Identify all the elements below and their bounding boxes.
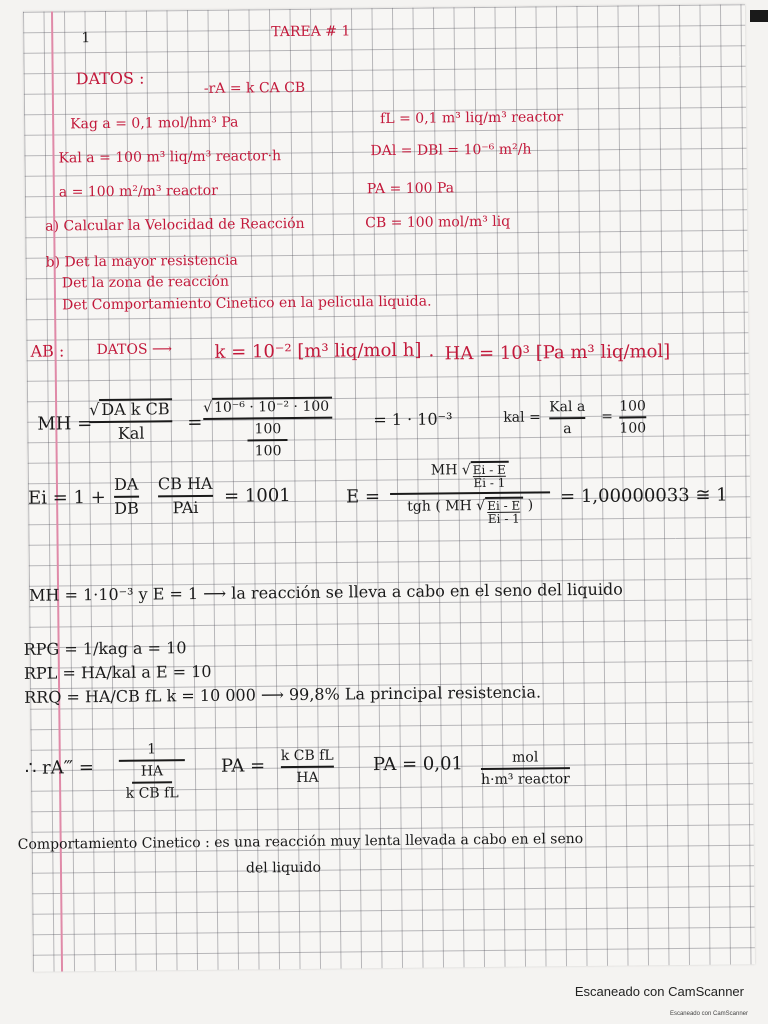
rpg-line: RPG = 1/kag a = 10 <box>23 638 187 659</box>
mh-den2-bot: 100 <box>254 443 282 460</box>
rate-equation: -rA = k CA CB <box>203 79 306 97</box>
pa-num: k CB fL <box>280 747 334 765</box>
henry-constant: HA = 10³ [Pa m³ liq/mol] <box>444 341 671 365</box>
question-b3: Det Comportamiento Cinetico en la pelicula liquida. <box>61 293 432 314</box>
rate-num: 1 <box>147 741 157 758</box>
zone-conclusion: MH = 1·10⁻³ y E = 1 ⟶ la reacción se lleva a cabo en el seno del liquido <box>29 579 623 605</box>
kal-rnum: 100 <box>619 398 646 415</box>
pa-unit-num: mol <box>512 749 539 766</box>
e-den-frac-top: Ei - E <box>487 498 521 513</box>
rrq-line: RRQ = HA/CB fL k = 10 000 ⟶ 99,8% La principal resistencia. <box>24 682 542 707</box>
kag-a: Kag a = 0,1 mol/hm³ Pa <box>70 114 239 133</box>
e-num-mh: MH <box>430 462 458 479</box>
camscanner-watermark-small: Escaneado con CamScanner <box>669 1011 748 1017</box>
e-num-frac-bot: Ei - 1 <box>473 475 506 491</box>
ei-f1-num: DA <box>113 474 139 494</box>
question-b1: b) Det la mayor resistencia <box>45 252 238 271</box>
e-lhs: E = <box>345 486 381 508</box>
rate-fraction <box>119 742 186 801</box>
ab-separator: · <box>428 345 435 367</box>
notebook-page <box>17 4 755 972</box>
rate-lhs: ∴ rA‴ = <box>24 757 94 779</box>
cb-value: CB = 100 mol/m³ liq <box>365 213 511 232</box>
pa-unit <box>481 750 570 787</box>
rate-constant: k = 10⁻² [m³ liq/mol h] <box>214 339 422 363</box>
ab-datos: DATOS ⟶ <box>96 341 173 359</box>
kal-a: Kal a = 100 m³ liq/m³ reactor·h <box>58 148 282 167</box>
fl-value: fL = 0,1 m³ liq/m³ reactor <box>380 109 564 128</box>
ab-label: AB : <box>30 341 65 361</box>
ei-f2-den: PAi <box>172 497 199 518</box>
kal-result-fraction <box>619 399 646 435</box>
binder-tab <box>750 10 768 22</box>
mh-den1: Kal <box>117 423 145 443</box>
ei-result: = 1001 <box>223 485 291 507</box>
ei-fraction-1 <box>113 474 139 518</box>
kal-lhs: kal = <box>503 409 541 426</box>
rpl-line: RPL = HA/kal a E = 10 <box>23 661 212 683</box>
rate-den-bot: k CB fL <box>125 785 179 802</box>
e-fraction: MH √ $\frac{Ei - E}{Ei - 1}$ tgh ( MH √ $\frac{Ei - E}{Ei - 1}$ ) <box>390 460 551 526</box>
kal-num: Kal a <box>549 398 586 416</box>
interfacial-area: a = 100 m²/m³ reactor <box>58 182 218 201</box>
kal-den: a <box>563 421 572 438</box>
ei-fraction-2 <box>157 473 213 518</box>
diffusivity: DAl = DBl = 10⁻⁶ m²/h <box>370 141 532 160</box>
mh-num2: 10⁻⁶ · 10⁻² · 100 <box>212 397 332 415</box>
mh-equals: = <box>187 411 203 434</box>
ei-lhs: Ei = 1 + <box>27 486 106 509</box>
question-b2: Det la zona de reacción <box>61 273 230 292</box>
mh-result: = 1 · 10⁻³ <box>373 409 453 430</box>
kinetic-behavior-1: Comportamiento Cinetico : es una reacción muy lenta llevada a cabo en el seno <box>17 830 584 853</box>
ei-f2-num: CB HA <box>157 473 213 494</box>
pa-value-result: PA = 0,01 <box>372 753 464 776</box>
page-number: 1 <box>81 30 91 47</box>
e-den-frac-bot: Ei - 1 <box>487 511 520 526</box>
kal-equals: = <box>601 408 614 425</box>
mh-fraction-2: √ 10⁻⁶ · 10⁻² · 100 100 100 <box>203 397 333 459</box>
kal-fraction <box>549 400 585 436</box>
e-result: = 1,00000033 ≅ 1 <box>559 484 728 508</box>
pa-unit-den: h·m³ reactor <box>480 771 570 789</box>
pa-value: PA = 100 Pa <box>366 180 455 198</box>
pa-fraction <box>281 749 334 786</box>
datos-label: DATOS : <box>75 68 145 89</box>
page-title: TAREA # 1 <box>271 23 351 41</box>
rate-den-top: HA <box>140 763 164 780</box>
question-a: a) Calcular la Velocidad de Reacción <box>45 215 305 235</box>
pa-den: HA <box>296 769 319 786</box>
camscanner-watermark: Escaneado con CamScanner <box>574 984 744 999</box>
e-num-frac-top: Ei - E <box>472 462 506 478</box>
mh-fraction-1: √ DA k CB Kal <box>89 398 173 442</box>
mh-lhs: MH = <box>37 413 93 435</box>
mh-num1: DA k CB <box>99 398 172 418</box>
ei-f1-den: DB <box>114 498 139 518</box>
e-den-mh: MH <box>445 498 472 515</box>
e-den-tgh: tgh <box>407 498 431 515</box>
mh-den2-top: 100 <box>254 421 282 438</box>
pa-lhs: PA = <box>220 755 266 777</box>
kal-rden: 100 <box>619 420 647 437</box>
kinetic-behavior-2: del liquido <box>245 859 322 877</box>
